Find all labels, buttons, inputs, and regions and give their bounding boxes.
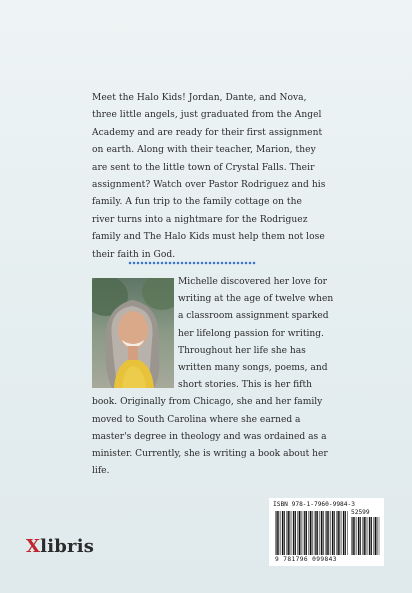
barcode-stripe — [288, 511, 289, 555]
barcode-stripe — [284, 511, 285, 555]
barcode-stripe — [357, 517, 358, 555]
barcode-stripe — [343, 511, 344, 555]
barcode-stripe — [319, 511, 320, 555]
barcode-stripe — [332, 511, 333, 555]
price-code: 52599 — [351, 509, 370, 516]
publisher-logo — [26, 536, 94, 557]
barcode-stripe — [303, 511, 304, 555]
barcode-stripe — [299, 511, 300, 555]
barcode-addon-bars — [351, 517, 380, 555]
barcode-stripe — [352, 517, 353, 555]
barcode-stripe — [306, 511, 307, 555]
barcode-stripe — [373, 517, 374, 555]
isbn-barcode — [269, 498, 384, 566]
barcode-stripe — [281, 511, 282, 555]
barcode-stripe — [336, 511, 337, 555]
barcode-stripe — [308, 511, 309, 555]
photo-spacer — [92, 274, 178, 392]
barcode-stripe — [351, 517, 352, 555]
barcode-stripe — [371, 517, 372, 555]
barcode-stripe — [289, 511, 290, 555]
barcode-stripe — [297, 511, 298, 555]
barcode-stripe — [317, 511, 318, 555]
publisher-logo-x: X — [26, 536, 41, 557]
barcode-stripe — [331, 511, 332, 555]
barcode-stripe — [362, 517, 363, 555]
barcode-stripe — [377, 517, 378, 555]
barcode-stripe — [293, 511, 294, 555]
barcode-stripe — [354, 517, 355, 555]
barcode-stripe — [295, 511, 296, 555]
author-bio — [92, 274, 340, 480]
barcode-stripe — [369, 517, 370, 555]
dotted-divider — [128, 261, 256, 265]
barcode-stripe — [304, 511, 305, 555]
barcode-stripe — [375, 517, 376, 555]
barcode-stripe — [345, 511, 346, 555]
isbn-label: ISBN 978-1-7960-9984-3 — [273, 501, 355, 508]
barcode-stripe — [301, 511, 302, 555]
barcode-bars — [275, 511, 348, 555]
barcode-stripe — [321, 511, 322, 555]
barcode-stripe — [368, 517, 369, 555]
barcode-stripe — [347, 511, 348, 555]
barcode-stripe — [337, 511, 338, 555]
barcode-digits: 9 781796 099843 — [275, 556, 337, 563]
barcode-stripe — [325, 511, 326, 555]
book-blurb: Meet the Halo Kids! Jordan, Dante, and Nova, three little angels, just graduated from the Angel Academy and are ready for their first assignment on earth. Along with their teacher, Marion, they are sent to the little town of Crystal Falls. Their assignment? Watch over Pastor Rodriguez and his family. A fun trip to the family cottage on the river turns into a nightmare for the Rodriguez family and The Halo Kids must help them not lose their faith in God. — [92, 93, 326, 260]
barcode-stripe — [339, 511, 340, 555]
barcode-stripe — [312, 511, 313, 555]
barcode-stripe — [275, 511, 276, 555]
barcode-stripe — [358, 517, 359, 555]
barcode-stripe — [342, 511, 343, 555]
barcode-stripe — [379, 517, 380, 555]
barcode-stripe — [292, 511, 293, 555]
barcode-stripe — [310, 511, 311, 555]
barcode-stripe — [282, 511, 283, 555]
publisher-logo-rest: libris — [40, 536, 95, 557]
barcode-stripe — [334, 511, 335, 555]
barcode-stripe — [286, 511, 287, 555]
barcode-stripe — [364, 517, 365, 555]
barcode-stripe — [365, 517, 366, 555]
barcode-stripe — [323, 511, 324, 555]
barcode-stripe — [326, 511, 327, 555]
author-bio-text: Michelle discovered her love for writing at the age of twelve when a classroom assignment sparked her lifelong passion for writing. Throughout her life she has written many songs, poems, and short stories. This is her fifth book. Originally from Chicago, she and her family moved to South Carolina where she earned a master's degree in theology and was ordained as a minister. Currently, she is writing a book about her life. — [92, 277, 334, 477]
barcode-stripe — [278, 511, 279, 555]
barcode-stripe — [360, 517, 361, 555]
barcode-stripe — [276, 511, 277, 555]
barcode-stripe — [315, 511, 316, 555]
barcode-stripe — [314, 511, 315, 555]
barcode-stripe — [328, 511, 329, 555]
